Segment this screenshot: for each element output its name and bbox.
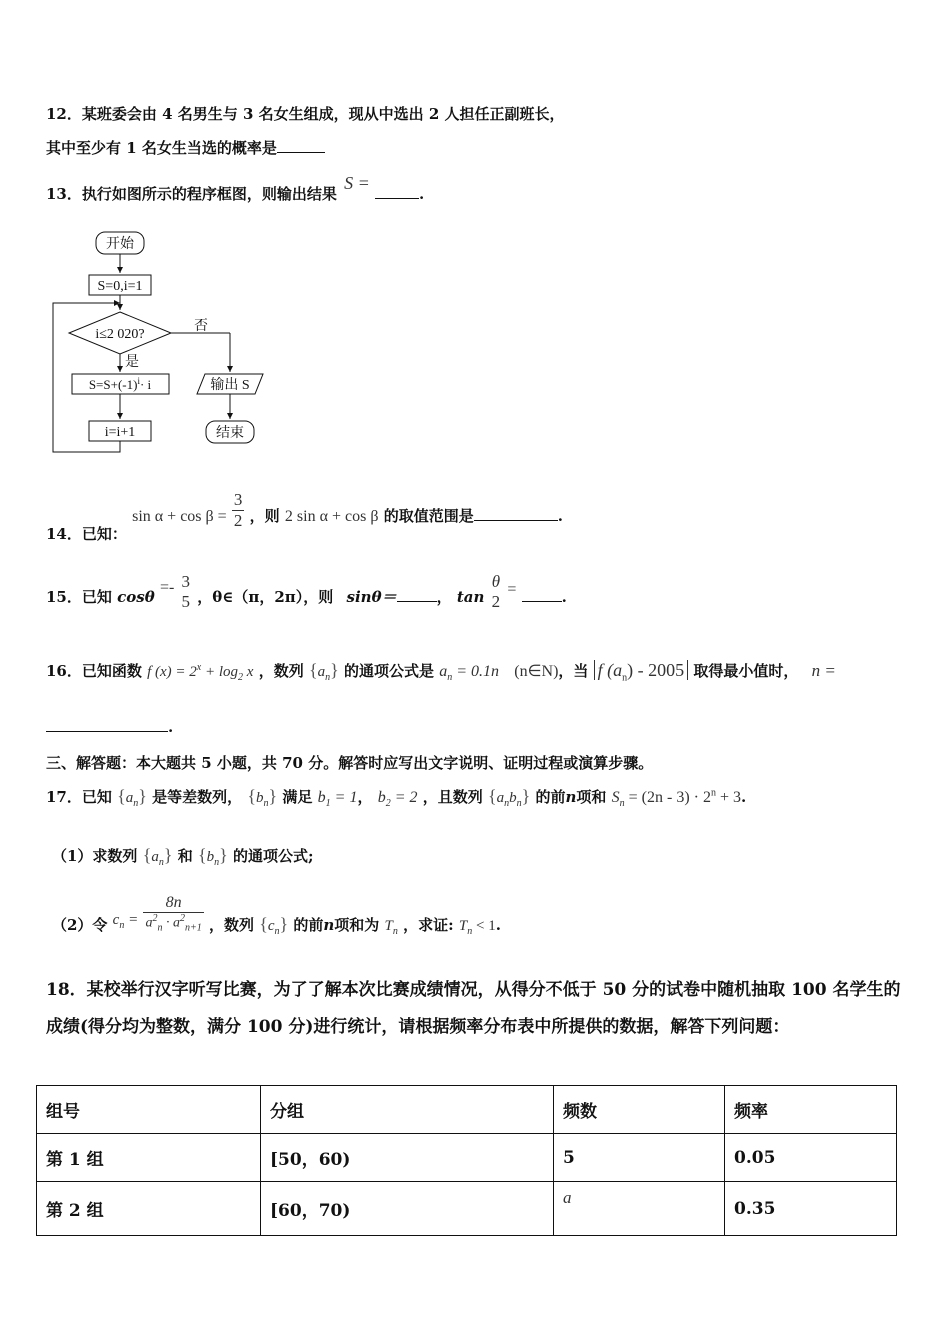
q16-answer-blank bbox=[46, 717, 168, 732]
q14-answer-blank bbox=[474, 506, 558, 521]
q16-cond: (n∈N) bbox=[514, 663, 559, 680]
q15-label: 15．已知 bbox=[46, 588, 112, 606]
table-row bbox=[37, 1134, 897, 1182]
flowchart-cond: i≤2 020? bbox=[95, 327, 145, 342]
flowchart-end: 结束 bbox=[216, 426, 244, 441]
q17-c-fraction: $\frac{8n}{a^2_n \cdot a^2_{n+1}}$ bbox=[145, 894, 202, 934]
q17-inequality: $T_n < 1$ bbox=[458, 917, 496, 937]
q15-half-fraction: θ 2 bbox=[491, 572, 501, 611]
q15-cos: cosθ bbox=[117, 588, 155, 606]
flowchart-yes: 是 bbox=[125, 355, 139, 370]
table-header-row bbox=[37, 1086, 897, 1134]
q16-seq: $a_n$ bbox=[317, 664, 331, 683]
q17-sum: $S_n = (2n - 3) \cdot 2^n + 3$ bbox=[611, 787, 742, 810]
table-header-cell: 分组 bbox=[261, 1086, 554, 1134]
table-row bbox=[37, 1182, 897, 1236]
table-header-cell: 频率 bbox=[725, 1086, 897, 1134]
frequency-table bbox=[36, 1085, 897, 1236]
table-cell: 第 1 组 bbox=[37, 1134, 261, 1182]
flowchart bbox=[40, 224, 280, 464]
flowchart-update: $S=S+(-1)^i\cdot i$ bbox=[88, 376, 152, 392]
table-header-cell: 频数 bbox=[554, 1086, 725, 1134]
q13-text: 13．执行如图所示的程序框图，则输出结果 bbox=[46, 185, 337, 203]
table-cell: 第 2 组 bbox=[37, 1182, 261, 1236]
flowchart-inc: i=i+1 bbox=[104, 425, 136, 440]
q16-n-eq: n = bbox=[811, 661, 836, 680]
table-cell: 0.35 bbox=[725, 1182, 897, 1236]
q17-ab: $a_nb_n$ bbox=[496, 790, 522, 809]
q15-line: 15．已知 cosθ =- 3 5 ，θ∈（π，2π），则 sinθ＝ ， tan θ 2 = . bbox=[46, 572, 567, 611]
table-cell: [60，70) bbox=[261, 1182, 554, 1236]
table-cell: 0.05 bbox=[725, 1134, 897, 1182]
q12-line1: 12．某班委会由 4 名男生与 3 名女生组成，现从中选出 2 人担任正副班长， bbox=[46, 105, 565, 123]
q17-part1: （1）求数列 $\{a_n\}$ 和 $\{b_n\}$ 的通项公式; bbox=[52, 845, 314, 868]
q14-expr1: sin α + cos β = bbox=[132, 507, 227, 525]
q16-label: 16．已知函数 bbox=[46, 662, 142, 680]
q16-abs: f $(a_n) - 2005$ bbox=[594, 660, 689, 680]
q14-line: 14．已知： sin α + cos β = $\frac{3}{2}$ ，则 2 sin α + cos β 的取值范围是 . bbox=[46, 490, 563, 543]
q12-line2 bbox=[46, 137, 325, 158]
q15-fraction: 3 5 bbox=[181, 572, 191, 611]
q16-func: f $(x) = 2^x + \log_2 x$ bbox=[147, 662, 254, 683]
q17-p2-c: $c_n$ bbox=[267, 917, 280, 937]
q15-sin-blank bbox=[397, 587, 437, 602]
q15-sin: sinθ＝ bbox=[346, 588, 397, 606]
q12-text: 其中至少有 1 名女生当选的概率是 bbox=[46, 139, 277, 157]
q17-label: 17．已知 bbox=[46, 788, 112, 806]
q15-tan: tan bbox=[456, 588, 485, 606]
q17-T: $T_n$ bbox=[384, 917, 398, 937]
flowchart-output: 输出 S bbox=[210, 378, 250, 393]
table-cell: 5 bbox=[554, 1134, 725, 1182]
table-cell: a bbox=[554, 1182, 725, 1236]
flowchart-no: 否 bbox=[194, 319, 208, 334]
q17-p1-a: $a_n$ bbox=[151, 849, 164, 868]
q18-text: 18．某校举行汉字听写比赛，为了了解本次比赛成绩情况，从得分不低于 50 分的试卷中随机抽取 100 名学生的成绩(得分均为整数，满分 100 分)进行统计，请根据频率分布表中所提供的数据，解答下列问题： bbox=[46, 980, 901, 1037]
q13-line: 13．执行如图所示的程序框图，则输出结果 S = . bbox=[46, 173, 425, 203]
q17-line: 17．已知 $\{a_n\}$ 是等差数列， $\{b_n\}$ 满足 $b_1 = 1$， $b_2 = 2$ ，且数列 $\{a_nb_n\}$ 的前n项和 $S_n = (2n - 3) \cdot 2^n + 3$. bbox=[46, 786, 747, 810]
q17-b2: $b_2 = 2$ bbox=[377, 789, 418, 810]
q14-expr2: 2 sin α + cos β bbox=[284, 507, 379, 525]
q14-label: 14．已知： bbox=[46, 524, 127, 543]
q17-part2: （2）令 $c_n$ = $\frac{8n}{a^2_n \cdot a^2_{n+1}}$ ，数列 $\{c_n\}$ 的前n项和为 $T_n$ ，求证: $T_n < 1$. bbox=[52, 894, 501, 937]
q16-line: 16．已知函数 f $(x) = 2^x + \log_2 x$ ，数列 $\{a_n\}$ 的通项公式是 $a_n = 0.1n$ (n∈N)，当 f $(a_n) - 2005$ 取得最小值时， n = bbox=[46, 660, 836, 684]
table-cell: [50，60) bbox=[261, 1134, 554, 1182]
q16-an: $a_n = 0.1n$ bbox=[439, 663, 500, 684]
table-header-cell: 组号 bbox=[37, 1086, 261, 1134]
q16-answer-line: . bbox=[46, 717, 173, 736]
q17-p1-b: $b_n$ bbox=[206, 849, 220, 868]
q15-cond: ，θ∈（π，2π），则 bbox=[197, 588, 334, 606]
q14-fraction: $\frac{3}{2}$ bbox=[233, 490, 243, 530]
q17-b: $b_n$ bbox=[256, 790, 269, 809]
q12-answer-blank bbox=[277, 138, 325, 153]
q17-c: $c_n$ = bbox=[112, 911, 139, 931]
flowchart-start: 开始 bbox=[106, 237, 134, 252]
q13-s-math: S = bbox=[344, 173, 370, 193]
flowchart-init: S=0,i=1 bbox=[97, 279, 143, 294]
q17-b1: $b_1 = 1$ bbox=[317, 789, 358, 810]
q17-a: $a_n$ bbox=[125, 790, 139, 809]
q15-tan-blank bbox=[522, 587, 562, 602]
q13-answer-blank bbox=[375, 184, 419, 199]
section3-heading: 三、解答题：本大题共 5 小题，共 70 分。解答时应写出文字说明、证明过程或演算步骤。 bbox=[46, 754, 654, 772]
